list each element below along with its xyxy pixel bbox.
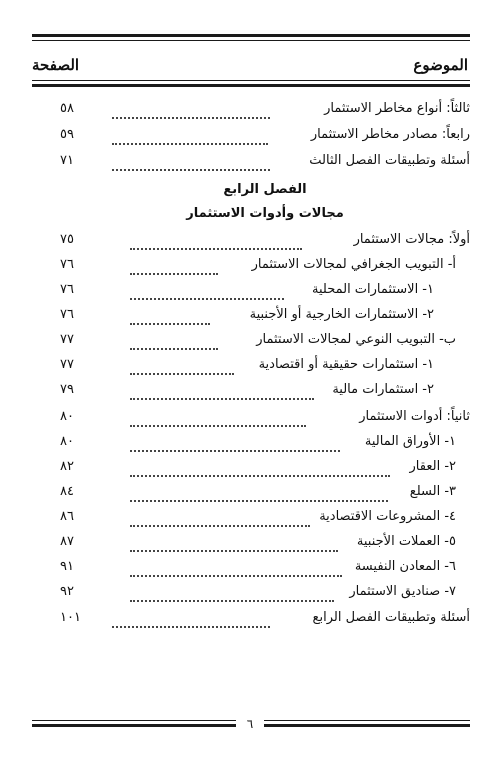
page-number: ٦	[236, 717, 264, 731]
toc-entry	[60, 559, 470, 579]
leader-dots	[130, 382, 314, 400]
leader-dots	[130, 434, 340, 452]
toc-entry-page: ٧٦	[60, 307, 74, 322]
leader-dots	[130, 559, 342, 577]
leader-dots	[130, 459, 390, 477]
leader-dots	[130, 332, 218, 350]
leader-dots	[130, 534, 338, 552]
toc-entry-text: ثانياً: أدوات الاستثمار	[359, 409, 470, 424]
header-rule-thin	[32, 80, 470, 81]
toc-entry-page: ٧٦	[60, 257, 74, 272]
toc-entry-page: ٨٢	[60, 459, 74, 474]
leader-dots	[130, 484, 388, 502]
toc-entry-page: ٨٦	[60, 509, 74, 524]
toc-entry	[60, 357, 470, 377]
toc-entry	[60, 382, 470, 402]
leader-dots	[130, 232, 302, 250]
toc-entry	[60, 584, 470, 604]
toc-entry-page: ٧٥	[60, 232, 74, 247]
toc-entry-text: ٢- استثمارات مالية	[332, 382, 434, 397]
toc-entry-text: ٥- العملات الأجنبية	[356, 534, 456, 549]
toc-entry	[60, 282, 470, 302]
toc-entry-page: ٧٧	[60, 357, 74, 372]
toc-entry-page: ٧١	[60, 153, 74, 168]
toc-entry	[60, 610, 470, 630]
top-rule-thin	[32, 40, 470, 41]
toc-entry-page: ٥٨	[60, 101, 74, 116]
toc-entry-text: أ- التبويب الجغرافي لمجالات الاستثمار	[251, 257, 456, 272]
toc-entry	[60, 257, 470, 277]
toc-entry-text: أسئلة وتطبيقات الفصل الثالث	[309, 153, 470, 168]
leader-dots	[112, 127, 268, 145]
leader-dots	[130, 409, 306, 427]
chapter-subtitle: مجالات وأدوات الاستثمار	[186, 206, 344, 221]
toc-entry-text: ٤- المشروعات الاقتصادية	[319, 509, 456, 524]
toc-entry-text: ٧- صناديق الاستثمار	[349, 584, 456, 599]
toc-entry	[60, 409, 470, 429]
toc-entry	[60, 307, 470, 327]
top-rule-thick	[32, 34, 470, 37]
leader-dots	[130, 357, 234, 375]
topic-column-label: الموضوع	[413, 56, 468, 74]
toc-entry-text: أسئلة وتطبيقات الفصل الرابع	[312, 610, 470, 625]
toc-entry-text: ٦- المعادن النفيسة	[354, 559, 456, 574]
page-column-label: الصفحة	[32, 56, 80, 74]
leader-dots	[112, 101, 270, 119]
toc-entry-text: ١- الاستثمارات المحلية	[312, 282, 434, 297]
toc-entry	[60, 101, 470, 121]
leader-dots	[130, 307, 210, 325]
toc-entry-text: رابعاً: مصادر مخاطر الاستثمار	[310, 127, 470, 142]
toc-entry	[60, 127, 470, 147]
toc-entry	[60, 153, 470, 173]
toc-entry	[60, 332, 470, 352]
leader-dots	[130, 584, 334, 602]
leader-dots	[112, 610, 270, 628]
toc-entry-text: ثالثاً: أنواع مخاطر الاستثمار	[324, 101, 470, 116]
toc-entry-text: ٢- الاستثمارات الخارجية أو الأجنبية	[249, 307, 434, 322]
toc-entry-page: ٨٧	[60, 534, 74, 549]
leader-dots	[130, 282, 284, 300]
toc-entry-page: ٧٧	[60, 332, 74, 347]
chapter-title: الفصل الرابع	[223, 182, 307, 197]
toc-entry-page: ٥٩	[60, 127, 74, 142]
toc-entry-page: ٩١	[60, 559, 74, 574]
toc-entry-text: ١- الأوراق المالية	[364, 434, 456, 449]
toc-entry-text: ب- التبويب النوعي لمجالات الاستثمار	[256, 332, 456, 347]
leader-dots	[130, 257, 218, 275]
toc-entry-text: ٣- السلع	[409, 484, 456, 499]
toc-entry-page: ٨٤	[60, 484, 74, 499]
toc-entry-page: ٨٠	[60, 409, 74, 424]
toc-entry-page: ١٠١	[60, 610, 81, 625]
toc-entry	[60, 534, 470, 554]
leader-dots	[112, 153, 270, 171]
toc-entry-text: ٢- العقار	[409, 459, 456, 474]
toc-entry-text: أولاً: مجالات الاستثمار	[353, 232, 470, 247]
toc-entry-text: ١- استثمارات حقيقية أو اقتصادية	[258, 357, 434, 372]
toc-entry-page: ٩٢	[60, 584, 74, 599]
leader-dots	[130, 509, 310, 527]
header-rule-thick	[32, 84, 470, 87]
toc-entry-page: ٧٩	[60, 382, 74, 397]
toc-entry-page: ٨٠	[60, 434, 74, 449]
toc-entry	[60, 459, 470, 479]
toc-entry	[60, 434, 470, 454]
toc-entry	[60, 484, 470, 504]
toc-entry	[60, 232, 470, 252]
toc-entry	[60, 509, 470, 529]
toc-entry-page: ٧٦	[60, 282, 74, 297]
